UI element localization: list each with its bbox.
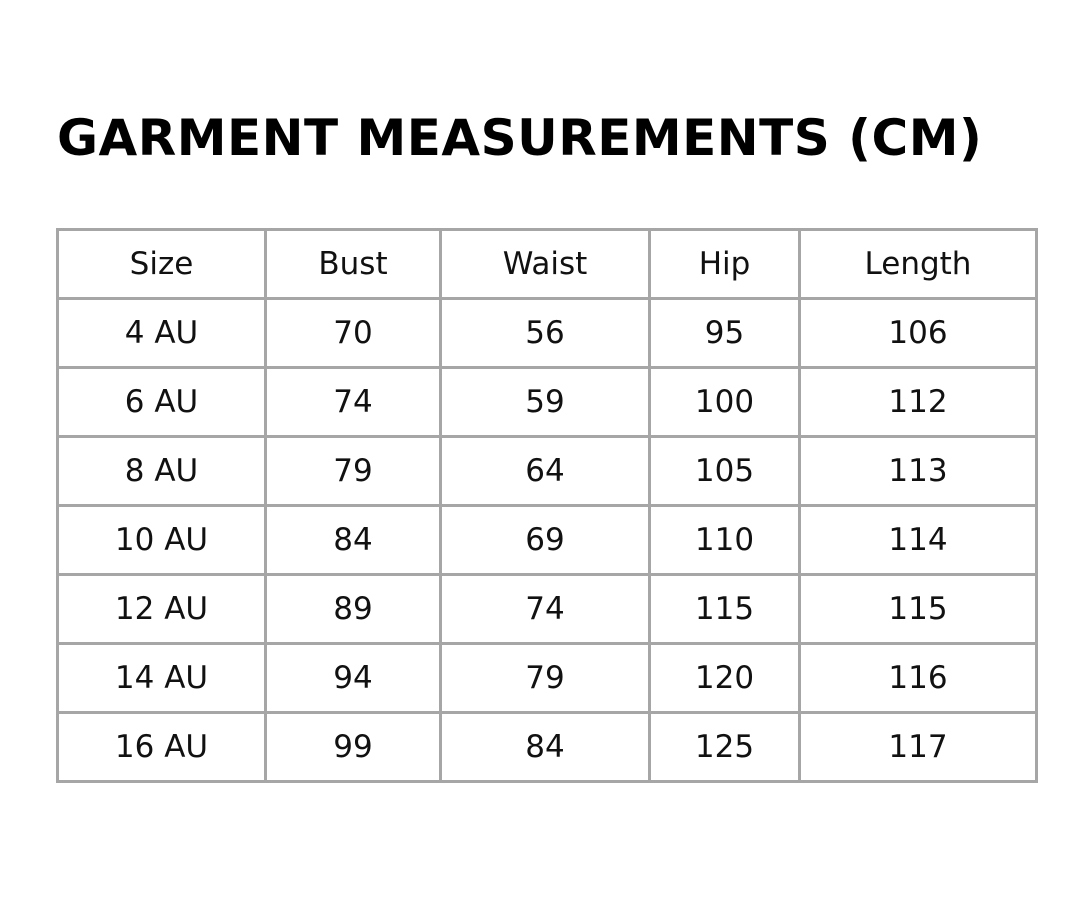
cell-size: 6 AU (58, 368, 266, 437)
column-header-hip: Hip (650, 230, 800, 299)
column-header-size: Size (58, 230, 266, 299)
cell-hip: 115 (650, 575, 800, 644)
table-row (58, 437, 1037, 506)
cell-length: 116 (800, 644, 1037, 713)
cell-hip: 100 (650, 368, 800, 437)
cell-hip: 110 (650, 506, 800, 575)
column-header-waist: Waist (441, 230, 650, 299)
table-row (58, 368, 1037, 437)
cell-length: 114 (800, 506, 1037, 575)
cell-hip: 95 (650, 299, 800, 368)
page-title: GARMENT MEASUREMENTS (CM) (57, 109, 983, 167)
cell-waist: 84 (441, 713, 650, 782)
cell-size: 10 AU (58, 506, 266, 575)
cell-hip: 125 (650, 713, 800, 782)
cell-waist: 74 (441, 575, 650, 644)
table-row (58, 713, 1037, 782)
cell-bust: 74 (266, 368, 441, 437)
cell-size: 12 AU (58, 575, 266, 644)
cell-waist: 56 (441, 299, 650, 368)
column-header-length: Length (800, 230, 1037, 299)
cell-waist: 69 (441, 506, 650, 575)
table-header-row (58, 230, 1037, 299)
cell-bust: 79 (266, 437, 441, 506)
cell-bust: 94 (266, 644, 441, 713)
table-row (58, 575, 1037, 644)
cell-length: 115 (800, 575, 1037, 644)
cell-length: 113 (800, 437, 1037, 506)
cell-length: 117 (800, 713, 1037, 782)
table-row (58, 299, 1037, 368)
cell-bust: 84 (266, 506, 441, 575)
cell-waist: 59 (441, 368, 650, 437)
column-header-bust: Bust (266, 230, 441, 299)
measurements-table (56, 228, 1038, 783)
cell-waist: 64 (441, 437, 650, 506)
cell-hip: 120 (650, 644, 800, 713)
cell-size: 8 AU (58, 437, 266, 506)
cell-length: 106 (800, 299, 1037, 368)
cell-bust: 99 (266, 713, 441, 782)
cell-length: 112 (800, 368, 1037, 437)
cell-size: 16 AU (58, 713, 266, 782)
cell-hip: 105 (650, 437, 800, 506)
table-row (58, 644, 1037, 713)
cell-size: 4 AU (58, 299, 266, 368)
table-row (58, 506, 1037, 575)
cell-size: 14 AU (58, 644, 266, 713)
cell-bust: 89 (266, 575, 441, 644)
cell-bust: 70 (266, 299, 441, 368)
cell-waist: 79 (441, 644, 650, 713)
